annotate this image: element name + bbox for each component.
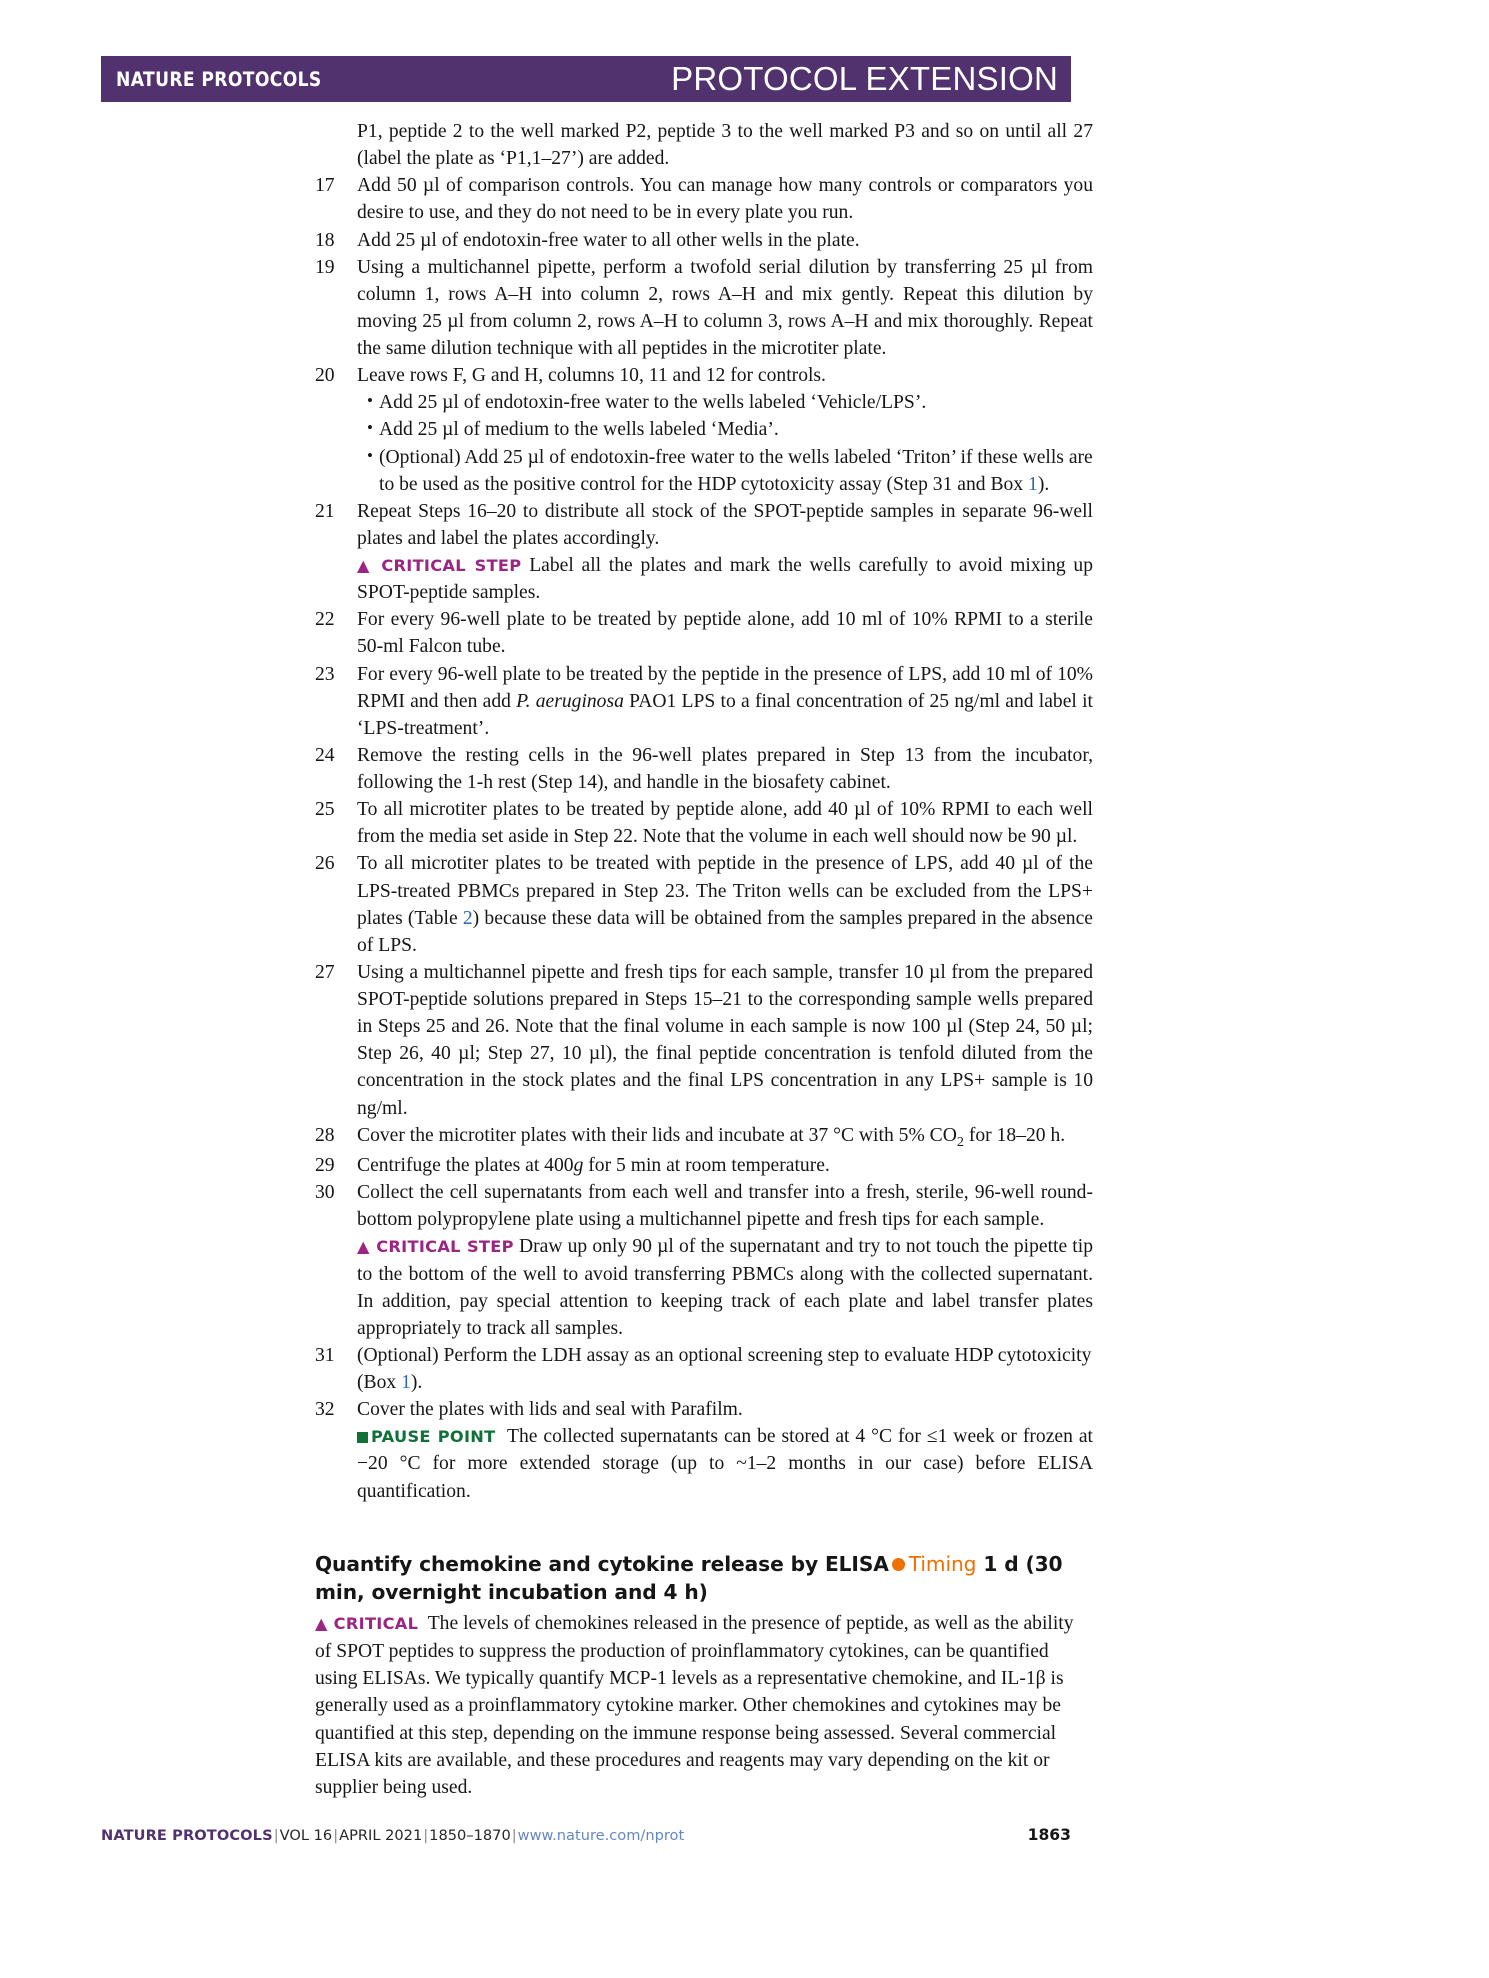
- table-cross-reference-link[interactable]: 2: [462, 907, 473, 929]
- step-text-pre: Centrifuge the plates at 400: [357, 1155, 574, 1177]
- section-heading-main: Quantify chemokine and cytokine release by ELISA: [315, 1551, 889, 1576]
- step-text: [357, 1122, 1093, 1152]
- step-number: 22: [315, 609, 335, 631]
- list-item-text-pre: (Optional) Add 25 µl of endotoxin-free water to the wells labeled ‘Triton’ if these wells are to be used as the positive control for the HDP cytotoxicity assay (Step 31 and Box: [379, 446, 1093, 495]
- protocol-step: [315, 172, 1093, 226]
- critical-paragraph-text: The levels of chemokines released in the presence of peptide, as well as the ability of SPOT peptides to suppress the production of proinflammatory cytokines, can be quantified using ELISAs. We typically quantify MCP-1 levels as a representative chemokine, and IL-1β is generally used as a proinflammatory cytokine marker. Other chemokines and cytokines may be quantified at this step, depending on the immune response being assessed. Several commercial ELISA kits are available, and these procedures and reagents may vary depending on the kit or supplier being used.: [315, 1613, 1074, 1799]
- footer-page-number: 1863: [1027, 1826, 1071, 1844]
- bullet-dot-icon: •: [367, 418, 373, 438]
- list-item-text-post: ).: [1037, 473, 1050, 495]
- step-number: 18: [315, 229, 335, 251]
- step-text: Cover the plates with lids and seal with Parafilm.: [357, 1399, 743, 1421]
- pause-point-note: [357, 1423, 1093, 1504]
- protocol-step: [315, 254, 1093, 363]
- pause-point-tag: [357, 1427, 495, 1446]
- critical-step-text: Label all the plates and mark the wells carefully to avoid mixing up SPOT-peptide samples.: [357, 555, 1093, 604]
- step-number: 23: [315, 663, 335, 685]
- list-item: [357, 444, 1093, 498]
- footer-date: APRIL 2021: [339, 1827, 423, 1844]
- protocol-step: [315, 959, 1093, 1122]
- step-text: Leave rows F, G and H, columns 10, 11 and 12 for controls.: [357, 365, 826, 387]
- section-heading: [315, 1551, 1075, 1607]
- step-number: 27: [315, 961, 335, 983]
- step-text: Collect the cell supernatants from each well and transfer into a fresh, sterile, 96-well round-bottom polypropylene plate using a multichannel pipette and fresh tips for each sample.: [357, 1182, 1093, 1231]
- footer-url-link[interactable]: www.nature.com/nprot: [517, 1827, 685, 1844]
- step-text: Using a multichannel pipette, perform a twofold serial dilution by transferring 25 µl from column 1, rows A–H into column 2, rows A–H and mix gently. Repeat this dilution by moving 25 µl from column 2, rows A–H to column 3, rows A–H and mix thoroughly. Repeat the same dilution technique with all peptides in the microtiter plate.: [357, 256, 1093, 359]
- step-text-post: for 5 min at room temperature.: [583, 1155, 830, 1177]
- page-footer: [101, 1826, 1071, 1844]
- protocol-step: [315, 1122, 1093, 1152]
- step-number: 21: [315, 500, 335, 522]
- step-text-pre: Cover the microtiter plates with their lids and incubate at 37 °C with 5% CO: [357, 1124, 957, 1146]
- step-number: 32: [315, 1399, 335, 1421]
- subscript-two: 2: [956, 1133, 964, 1150]
- protocol-step: [315, 498, 1093, 552]
- step-text: To all microtiter plates to be treated by peptide alone, add 40 µl of 10% RPMI to each well from the media set aside in Step 22. Note that the volume in each well should now be 90 µl.: [357, 799, 1093, 848]
- step-text: [357, 661, 1093, 742]
- footer-separator: |: [423, 1827, 429, 1844]
- step-number: 25: [315, 799, 335, 821]
- timing-dot-icon: [892, 1558, 905, 1571]
- species-name-italic: P. aeruginosa: [516, 690, 624, 712]
- footer-separator: |: [511, 1827, 517, 1844]
- step-number: 19: [315, 256, 335, 278]
- timing-label: Timing: [908, 1551, 977, 1576]
- step-text: [357, 850, 1093, 959]
- protocol-step: [315, 1342, 1093, 1396]
- footer-separator: |: [273, 1827, 279, 1844]
- list-item: [357, 416, 1093, 443]
- protocol-step: [315, 1179, 1093, 1233]
- step-text: Using a multichannel pipette and fresh tips for each sample, transfer 10 µl from the prepared SPOT-peptide solutions prepared in Steps 15–21 to the corresponding sample wells prepared in Steps 25 and 26. Note that the final volume in each sample is now 100 µl (Step 24, 50 µl; Step 26, 40 µl; Step 27, 10 µl), the final peptide concentration is tenfold diluted from the concentration in the stock plates and the final LPS concentration in any LPS+ sample is 10 ng/ml.: [357, 961, 1093, 1119]
- list-item-text: Add 25 µl of medium to the wells labeled ‘Media’.: [379, 419, 779, 441]
- critical-step-tag: ▲ CRITICAL STEP: [357, 556, 522, 575]
- protocol-step: [315, 742, 1093, 796]
- critical-step-note: [357, 1233, 1093, 1342]
- pause-square-icon: [357, 1432, 368, 1443]
- step-text: For every 96-well plate to be treated by peptide alone, add 10 ml of 10% RPMI to a sterile 50-ml Falcon tube.: [357, 609, 1093, 658]
- protocol-step: [315, 796, 1093, 850]
- list-item-text: Add 25 µl of endotoxin-free water to the wells labeled ‘Vehicle/LPS’.: [379, 392, 927, 414]
- step-number: 31: [315, 1344, 335, 1366]
- footer-page-range: 1850–1870: [429, 1827, 511, 1844]
- step-number: 17: [315, 175, 335, 197]
- protocol-step: [315, 661, 1093, 742]
- protocol-step: [315, 850, 1093, 959]
- step-number: 26: [315, 853, 335, 875]
- list-item: [357, 389, 1093, 416]
- footer-separator: |: [333, 1827, 339, 1844]
- step-bullet-list: [357, 389, 1093, 498]
- bullet-dot-icon: •: [367, 445, 373, 465]
- step-text: Add 25 µl of endotoxin-free water to all other wells in the plate.: [357, 229, 860, 251]
- step-text-pre: To all microtiter plates to be treated with peptide in the presence of LPS, add 40 µl of the LPS-treated PBMCs prepared in Step 23. The Triton wells can be excluded from the LPS+ plates (Table: [357, 853, 1093, 929]
- timing-value: 1 d (30 min, overnight incubation and 4 h): [315, 1551, 1063, 1604]
- step-text-post: ) because these data will be obtained from the samples prepared in the absence of LPS.: [357, 907, 1093, 956]
- critical-tag: ▲ CRITICAL: [315, 1614, 419, 1634]
- step-number: 28: [315, 1124, 335, 1146]
- step-text: Remove the resting cells in the 96-well plates prepared in Step 13 from the incubator, following the 1-h rest (Step 14), and handle in the biosafety cabinet.: [357, 744, 1093, 793]
- list-item-text: [379, 444, 1093, 498]
- step-text: Repeat Steps 16–20 to distribute all stock of the SPOT-peptide samples in separate 96-well plates and label the plates accordingly.: [357, 500, 1093, 549]
- step-number: 20: [315, 365, 335, 387]
- critical-step-text: Draw up only 90 µl of the supernatant and try to not touch the pipette tip to the bottom of the well to avoid transferring PBMCs along with the collected supernatant. In addition, pay special attention to keeping track of each plate and label transfer plates appropriately to track all samples.: [357, 1236, 1093, 1339]
- box-cross-reference-link[interactable]: 1: [1028, 473, 1038, 495]
- bullet-dot-icon: •: [367, 391, 373, 411]
- intro-continuation-paragraph: P1, peptide 2 to the well marked P2, peptide 3 to the well marked P3 and so on until all 27 (label the plate as ‘P1,1–27’) are added.: [357, 121, 1093, 170]
- main-content-column: [315, 118, 1093, 1802]
- page-header-band: [101, 56, 1071, 102]
- pause-point-tag-label: PAUSE POINT: [371, 1427, 496, 1447]
- step-text-pre: For every 96-well plate to be treated by the peptide in the presence of LPS, add 10 ml of 10% RPMI and then add: [357, 663, 1093, 712]
- section-critical-paragraph: [315, 1610, 1093, 1801]
- protocol-step: [315, 1152, 1093, 1179]
- g-force-italic: g: [573, 1155, 584, 1177]
- protocol-step: [315, 227, 1093, 254]
- step-number: 29: [315, 1155, 335, 1177]
- step-text-pre: (Optional) Perform the LDH assay as an optional screening step to evaluate HDP cytotoxicity (Box: [357, 1344, 1092, 1394]
- step-text: [357, 1152, 1093, 1179]
- step-text-post: for 18–20 h.: [963, 1124, 1066, 1146]
- pause-point-text: The collected supernatants can be stored at 4 °C for ≤1 week or frozen at −20 °C for more extended storage (up to ~1–2 months in our case) before ELISA quantification.: [357, 1426, 1093, 1502]
- step-number: 30: [315, 1182, 335, 1204]
- header-article-type: PROTOCOL EXTENSION: [671, 59, 1058, 97]
- protocol-step: [315, 1396, 1093, 1423]
- critical-step-note: [357, 552, 1093, 606]
- step-text: [357, 1342, 1093, 1396]
- critical-step-tag: ▲ CRITICAL STEP: [357, 1237, 514, 1257]
- protocol-step: [315, 362, 1093, 389]
- step-text-post: PAO1 LPS to a final concentration of 25 ng/ml and label it ‘LPS-treatment’.: [357, 690, 1093, 739]
- step-text: Add 50 µl of comparison controls. You can manage how many controls or comparators you desire to use, and they do not need to be in every plate you run.: [357, 175, 1093, 224]
- step-number: 24: [315, 744, 335, 766]
- box-cross-reference-link[interactable]: 1: [401, 1372, 411, 1394]
- footer-journal-name: NATURE PROTOCOLS: [101, 1827, 273, 1844]
- step-text-post: ).: [410, 1372, 423, 1394]
- header-journal-name: NATURE PROTOCOLS: [116, 67, 322, 91]
- protocol-step: [315, 606, 1093, 660]
- footer-volume: VOL 16: [279, 1827, 333, 1844]
- footer-citation: [101, 1827, 684, 1844]
